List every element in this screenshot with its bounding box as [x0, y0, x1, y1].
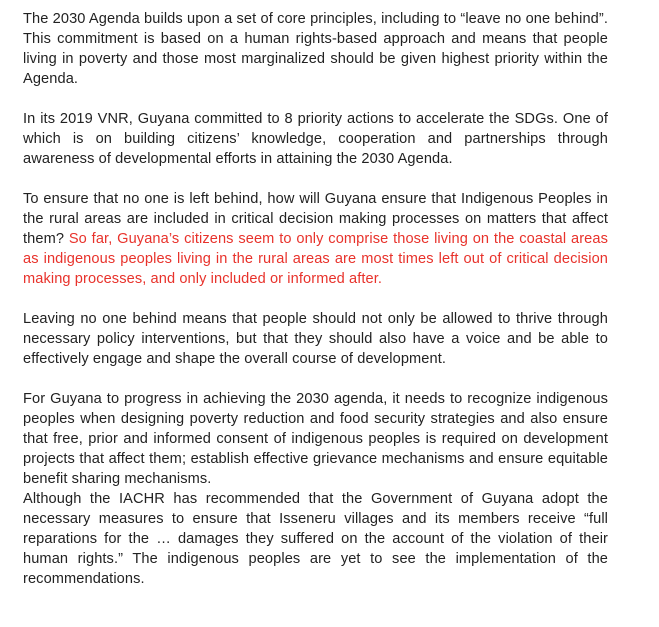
paragraph-2030-agenda-principles: The 2030 Agenda builds upon a set of core principles, including to “leave no one behind”. This commitment is based on a human rights-based approach and means that people living in poverty and those most marginalized should be given highest priority within the Agenda.: [23, 11, 608, 87]
document-body: [23, 9, 608, 609]
indigenous-inclusion-question: To ensure that no one is left behind, how will Guyana ensure that Indigenous Peoples in the rural areas are included in critical decision making processes on matters that affect them?: [23, 191, 608, 247]
paragraph-progress-2030-agenda: For Guyana to progress in achieving the 2030 agenda, it needs to recognize indigenous peoples when designing poverty reduction and food security strategies and also ensure that free, prior and informed consent of indigenous peoples is required on development projects that affect them; establish effective grievance mechanisms and ensure equitable benefit sharing mechanisms.: [23, 391, 608, 487]
paragraph-vnr-priority-actions: In its 2019 VNR, Guyana committed to 8 priority actions to accelerate the SDGs. One of which is on building citizens’ knowledge, cooperation and partnerships through awareness of developmental efforts in attaining the 2030 Agenda.: [23, 111, 608, 167]
paragraph-iachr-recommendation: Although the IACHR has recommended that the Government of Guyana adopt the necessary measures to ensure that Isseneru villages and its members receive “full reparations for the … damages they suffered on the account of the violation of their human rights.” The indigenous peoples are yet to see the implementation of the recommendations.: [23, 491, 608, 587]
paragraph-leave-no-one-behind: Leaving no one behind means that people should not only be allowed to thrive through necessary policy interventions, but that they should also have a voice and be able to effectively engage and shape the overall course of development.: [23, 311, 608, 367]
highlighted-comment: So far, Guyana’s citizens seem to only comprise those living on the coastal areas as indigenous peoples living in the rural areas are most times left out of critical decision making processes, and only included or informed after.: [23, 231, 608, 287]
paragraph-indigenous-inclusion: [23, 189, 608, 289]
